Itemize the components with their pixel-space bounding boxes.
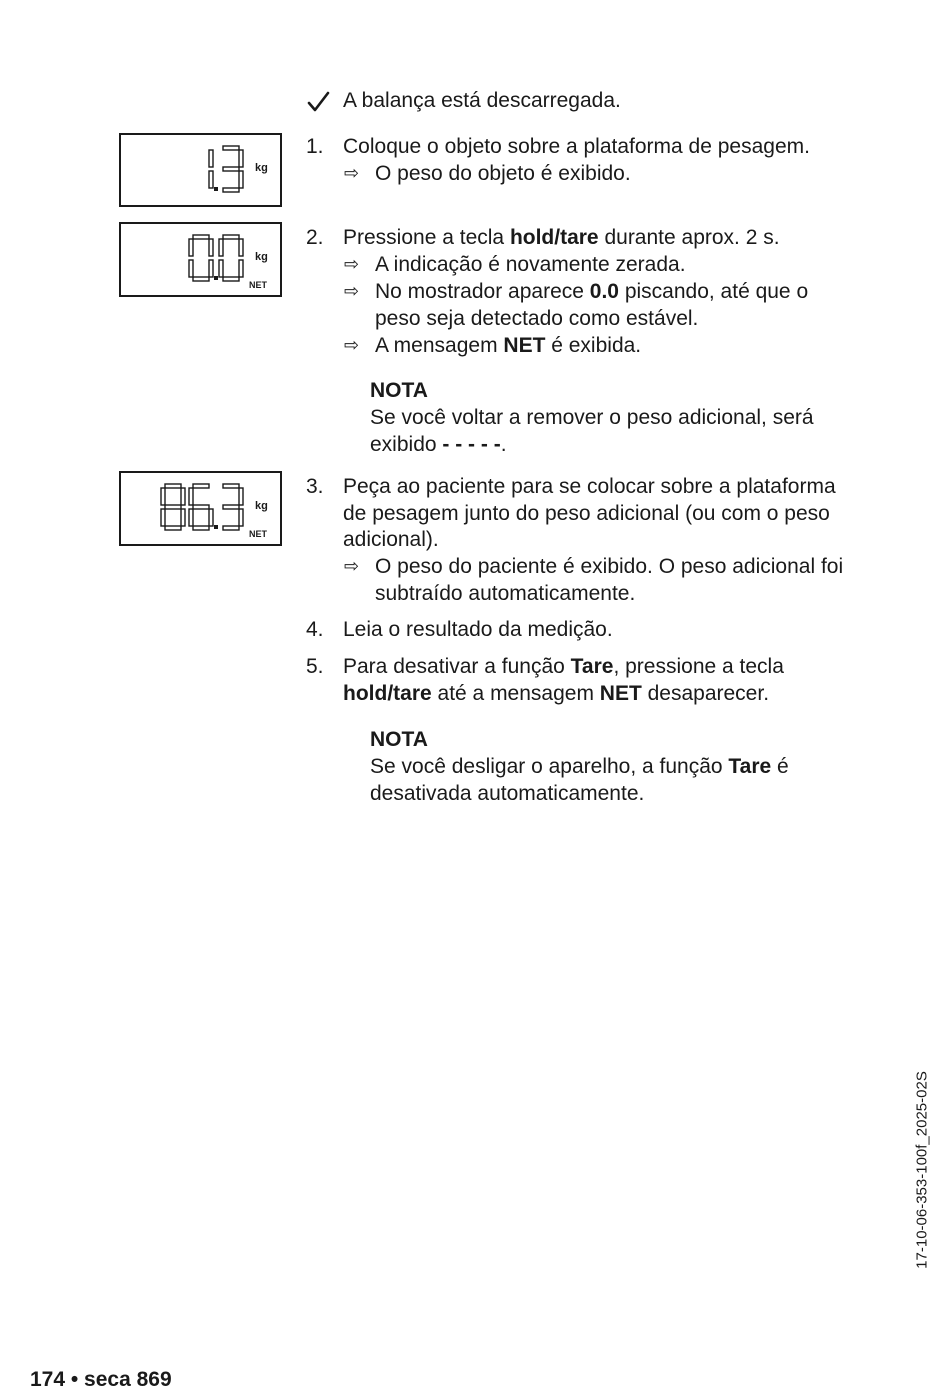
lcd-decimal-point bbox=[214, 276, 218, 280]
note-text: Se você desligar o aparelho, a função Tare é bbox=[370, 755, 789, 778]
result-text: A indicação é novamente zerada. bbox=[375, 253, 686, 276]
note-text: Se você voltar a remover o peso adicional, será bbox=[370, 406, 814, 429]
lcd-decimal-point bbox=[214, 187, 218, 191]
lcd-digit bbox=[223, 484, 243, 530]
step-number: 5. bbox=[306, 655, 324, 678]
precondition-text: A balança está descarregada. bbox=[343, 89, 621, 112]
lcd-net-label: NET bbox=[249, 529, 267, 539]
note-text: exibido - - - - -. bbox=[370, 433, 507, 456]
result-arrow-icon: ⇨ bbox=[344, 281, 360, 301]
lcd-net-label: NET bbox=[249, 280, 267, 290]
result-text: O peso do objeto é exibido. bbox=[375, 162, 631, 185]
result-text: peso seja detectado como estável. bbox=[375, 307, 699, 330]
lcd-digit bbox=[223, 146, 243, 192]
lcd-unit-label: kg bbox=[255, 500, 268, 512]
result-text: No mostrador aparece 0.0 piscando, até que o bbox=[375, 280, 809, 303]
step-text: Coloque o objeto sobre a plataforma de pesagem. bbox=[343, 135, 810, 158]
result-text: A mensagem NET é exibida. bbox=[375, 334, 642, 357]
note-text: desativada automaticamente. bbox=[370, 782, 645, 805]
step-number: 4. bbox=[306, 618, 324, 641]
step-text: Pressione a tecla hold/tare durante aprox. 2 s. bbox=[343, 226, 780, 249]
step-text: Leia o resultado da medição. bbox=[343, 618, 613, 641]
page-footer: 174 • seca 869 bbox=[30, 1368, 172, 1391]
result-arrow-icon: ⇨ bbox=[344, 254, 360, 274]
lcd-decimal-point bbox=[214, 525, 218, 529]
lcd-digit bbox=[219, 235, 243, 281]
note-heading: NOTA bbox=[370, 379, 428, 402]
result-arrow-icon: ⇨ bbox=[344, 335, 360, 355]
lcd-digit bbox=[189, 235, 213, 281]
step-text: hold/tare até a mensagem NET desaparecer. bbox=[343, 682, 770, 705]
step-text: adicional). bbox=[343, 528, 439, 551]
lcd-digit bbox=[209, 150, 213, 188]
lcd-display-weight bbox=[119, 133, 282, 207]
step-text: Peça ao paciente para se colocar sobre a plataforma bbox=[343, 475, 836, 498]
result-text: O peso do paciente é exibido. O peso adicional foi bbox=[375, 555, 844, 578]
document-id: 17-10-06-353-100f_2025-02S bbox=[913, 1071, 931, 1269]
step-text: Para desativar a função Tare, pressione a tecla bbox=[343, 655, 784, 678]
result-arrow-icon: ⇨ bbox=[344, 556, 360, 576]
lcd-display-net-weight bbox=[119, 471, 282, 546]
step-number: 1. bbox=[306, 135, 324, 158]
result-text: subtraído automaticamente. bbox=[375, 582, 636, 605]
lcd-digit bbox=[189, 484, 213, 530]
lcd-unit-label: kg bbox=[255, 162, 268, 174]
lcd-unit-label: kg bbox=[255, 251, 268, 263]
result-arrow-icon: ⇨ bbox=[344, 163, 360, 183]
step-number: 2. bbox=[306, 226, 324, 249]
step-text: de pesagem junto do peso adicional (ou com o peso bbox=[343, 502, 830, 525]
lcd-digit bbox=[161, 484, 185, 530]
step-number: 3. bbox=[306, 475, 324, 498]
check-icon bbox=[306, 90, 330, 114]
note-heading: NOTA bbox=[370, 728, 428, 751]
lcd-display-tare-zero bbox=[119, 222, 282, 297]
